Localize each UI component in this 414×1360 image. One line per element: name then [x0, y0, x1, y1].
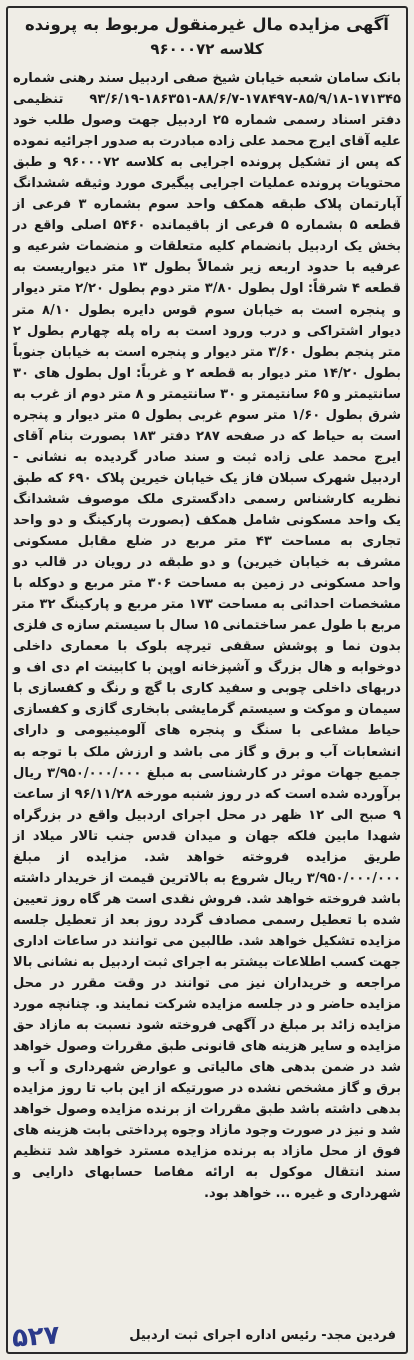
case-number: کلاسه ۹۶۰۰۰۷۲ — [150, 40, 264, 58]
notice-title: آگهی مزایده مال غیرمنقول مربوط به پرونده — [25, 15, 389, 34]
signature-line: فردین مجد- رئیس اداره اجرای ثبت اردبیل — [129, 1328, 396, 1343]
handwritten-number: ۵۲۷ — [11, 1320, 61, 1354]
notice-body: بانک سامان شعبه خیابان شیخ صفی اردبیل سند رهنی شماره ۱۷۱۳۴۵-۸۵/۹/۱۸-۱۷۸۴۹۷-۸۸/۶/۷-۱۸۶۳۵۱-۹۳/۶/۱۹ تنظیمی دفتر اسناد رسمی شماره ۲۵ اردبیل جهت وصول طلب خود علیه آقای ایرج محمد علی زاده مبادرت به صدور اجرائیه نموده که پس از تشکیل پرونده اجرایی به کلاسه ۹۶۰۰۰۷۲ و طبق محتویات پرونده عملیات اجرایی پیگیری مورد وثیقه ششدانگ آپارتمان پلاک طبقه همکف واحد سوم بشماره ۳ فرعی از قطعه ۵ بشماره ۵ فرعی از باقیمانده ۵۴۶۰ اصلی واقع در بخش یک اردبیل بانضمام کلیه متعلقات و منضمات شرعیه و عرفیه با حدود اربعه زیر شمالاً بطول ۱۳ متر دیواریست به قطعه ۴ شرقاً: اول بطول ۳/۸۰ متر دوم بطول ۲/۲۰ متر دیوار و پنجره است به خیابان سوم قوس دایره بطول ۸/۱۰ متر دیوار اشتراکی و درب ورود است به راه پله چهارم بطول ۲ متر پنجم بطول ۳/۶۰ متر دیوار و پنجره است به خیابان جنوباً بطول ۱۴/۲۰ متر دیوار به قطعه ۲ و غرباً: اول بطول های ۳۰ سانتیمتر و ۶۵ سانتیمتر و ۳۰ سانتیمتر و ۸ متر دوم از غرب به شرق بطول ۱/۶۰ متر سوم غربی بطول ۵ متر دیوار و پنجره است به حیاط که در صفحه ۲۸۷ دفتر ۱۸۳ بصورت بنام آقای ایرج محمد علی زاده ثبت و سند صادر گردیده به نشانی - اردبیل شهرک سبلان فاز یک خیابان خیرین پلاک ۶۹۰ که طبق نظریه کارشناس رسمی دادگستری ملک موصوف ششدانگ یک واحد مسکونی شامل همکف (بصورت پارکینگ و دو واحد تجاری به مساحت ۴۳ متر مربع در ضلع مقابل مسکونی مشرف به خیابان خیرین) و دو طبقه در رویان در قالب دو واحد مسکونی در زمین به مساحت ۳۰۶ متر مربع و دوکله با مشخصات احداثی به مساحت ۱۷۳ متر مربع و پارکینگ ۳۲ متر مربع با طول عمر ساختمانی ۱۵ سال با سیستم سازه ی فلزی بدون نما و پوشش سقفی تیرچه بلوک با معماری داخلی دوخوابه و هال بزرگ و آشپزخانه اوپن با کابینت ام دی اف و دربهای داخلی چوبی و سفید کاری با گچ و رنگ و کفسازی با سیمان و موکت و سیستم گرمایشی بابخاری گازی و کفسازی حیاط مشاعی با سنگ و پنجره های آلومینیومی و دارای انشعابات آب و برق و گاز می باشد و ارزش ملک با توجه به جمیع جهات موثر در کارشناسی به مبلغ ۳/۹۵۰/۰۰۰/۰۰۰ ریال برآورده شده است که در روز شنبه مورخه ۹۶/۱۱/۲۸ از ساعت ۹ صبح الی ۱۲ ظهر در محل اجرای اردبیل واقع در بزرگراه شهدا مابین فلکه جهان و میدان قدس جنب تالار میلاد از طریق مزایده فروخته خواهد شد. مزایده از مبلغ ۳/۹۵۰/۰۰۰/۰۰۰ ریال شروع به بالاترین قیمت از خریدار داشته باشد فروخته خواهد شد. فروش نقدی است هر گاه روز تعیین شده با تعطیل رسمی مصادف گردد روز بعد از تعطیل جلسه مزایده تشکیل خواهد شد. طالبین می توانند در ساعات اداری جهت کسب اطلاعات بیشتر به اجرای ثبت اردبیل به نشانی بالا مراجعه و خریداران نیز می توانند در وقت مقرر در محل مزایده حاضر و در جلسه مزایده شرکت نمایند و. چنانچه مورد مزایده زائد بر مبلغ در آگهی فروخته شود نسبت به مازاد حق مزایده و سایر هزینه های قانونی طبق مقررات وصول خواهد شد در ضمن بدهی های مالیاتی و عوارض شهرداری و آب و برق و گاز مشخص نشده در صورتیکه از این باب تا روز مزایده بدهی داشته باشد طبق مقررات از برنده مزایده وصول خواهد شد و نیز در صورت وجود مازاد وجوه پرداختی بابت هزینه های فوق از محل مازاد به برنده مزایده مسترد خواهد شد تنظیم سند انتقال موکول به ارائه مفاصا حسابهای دارایی و شهرداری و غیره ... خواهد بود. — [13, 71, 402, 1202]
